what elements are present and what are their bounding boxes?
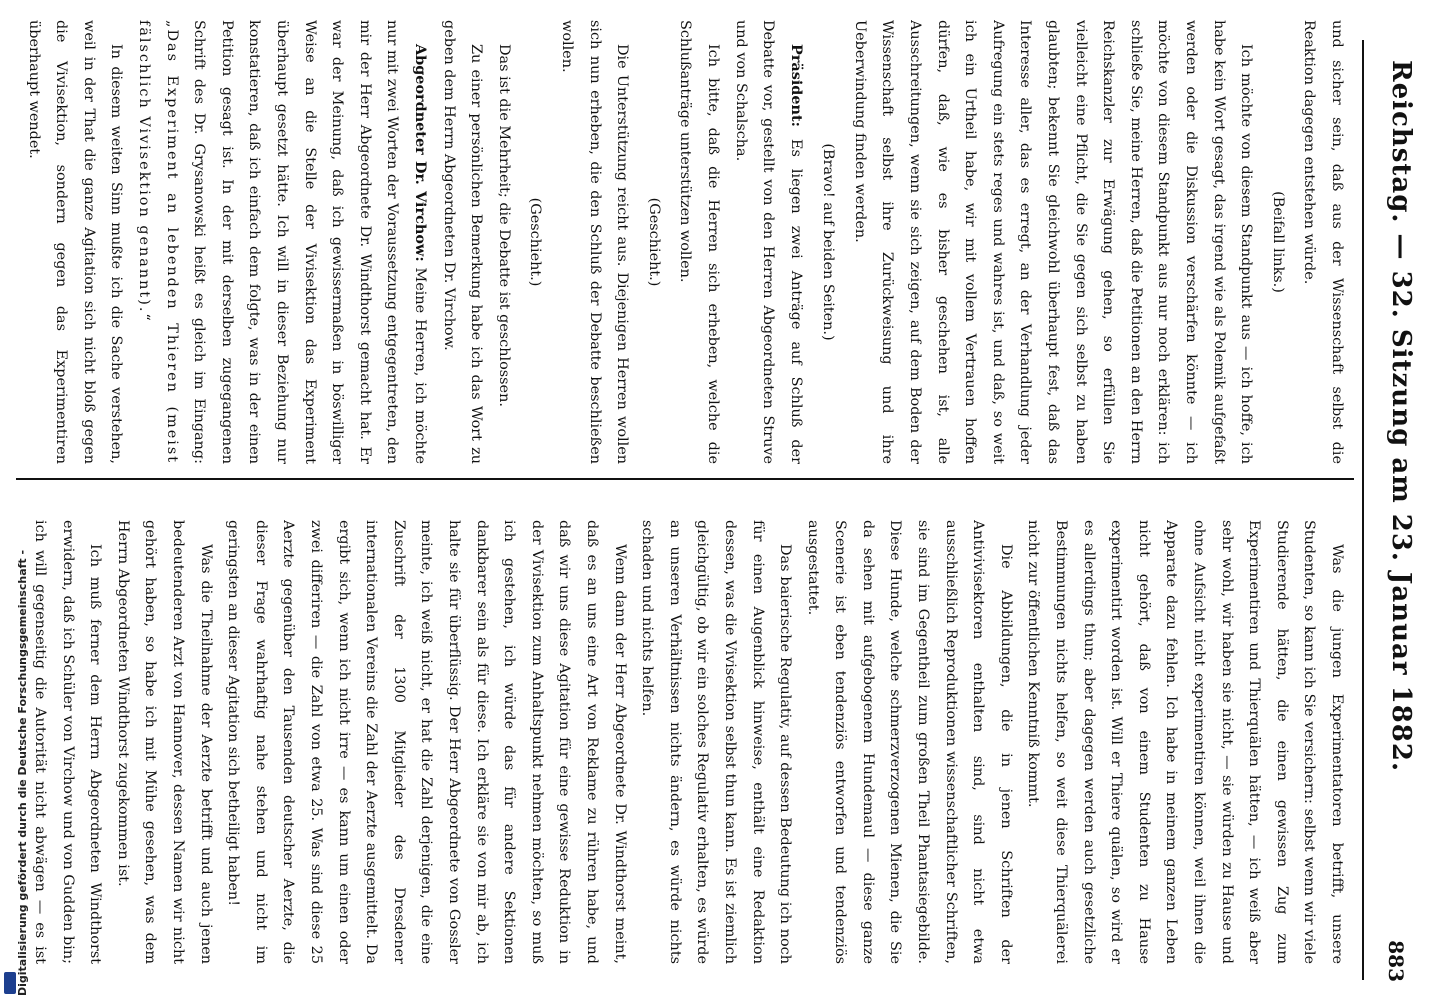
text-column-right xyxy=(20,520,1350,964)
stage-direction: (Geschieht.) xyxy=(527,197,544,287)
paragraph: Wenn dann der Herr Abgeordnete Dr. Windthorst meint, daß es an uns eine Art von Reklame zu rühren habe, und daß wir uns diese Agitation für eine gewisse Reduktion in der Vivisektion zum Anhaltspunkt nehmen möchten, so muß ich gestehen, ich würde das für andere Sektionen dankbarer sein als für diese. Ich erkläre sie von mir ab, ich halte sie für überflüssig. Der Herr Abgeordnete von Gossler meinte, ich weiß nicht, er hat die Zahl derjenigen, die eine Zuschrift der 1300 Mitglieder des Dresdener internationalen Vereins die Zahl der Aerzte ausgemittelt. Da ergibt sich, wenn ich nicht irre — es kann um einen oder zwei differiren — die Zahl von etwa 25. Was sind diese 25 Aerzte gegenüber den Tausenden deutscher Aerzte, die dieser Frage wahrhaftig nahe stehen und nicht im geringsten an dieser Agitation sich betheiligt haben! xyxy=(225,520,628,964)
paragraph: Die Unterstützung reicht aus. Diejenigen Herren wollen sich nun erheben, die den Schluß der Debatte beschließen wollen. xyxy=(558,20,631,464)
speaker-name: Präsident: xyxy=(787,44,805,127)
page-header xyxy=(1362,0,1424,1000)
paragraph: Ich möchte von diesem Standpunkt aus — ich hoffe, ich habe kein Wort gesagt, das irgend wie als Polemik aufgefaßt werden oder die Diskussion verschärfen könnte — ich möchte von diesem Standpunkt aus nur noch erklären: ich schließe Sie, meine Herren, daß die Petitionen an den Herrn Reichskanzler zur Erwägung gehen, so erfüllen Sie vielleicht eine Pflicht, die Sie gegen sich selbst zu haben glaubten; bekennt Sie gleichwohl überhaupt fest, daß das Interesse aller, das es erregt, an der Verhandlung jeder Aufregung ein stets reges und wahres ist, und daß, so weit ich ein Urtheil habe, wir mit vollem Vertrauen hoffen dürfen, daß, wie es bisher geschehen ist, alle Ausschreitungen, wenn sie sich zeigen, auf dem Boden der Wissenschaft selbst ihre Zurückweisung und ihre Ueberwindung finden werden. xyxy=(851,20,1255,464)
header-title: Reichstag. — 32. Sitzung am 23. Januar 1882. xyxy=(1386,60,1416,773)
text-column-left xyxy=(20,20,1350,464)
paragraph: Zu einer persönlichen Bemerkung habe ich das Wort zu geben dem Herrn Abgeordneten Dr. Virchow. xyxy=(440,20,485,464)
paragraph: Ich muß ferner dem Herrn Abgeordneten Windthorst erwidern, daß ich Schüler von Virchow und von Gudden bin; ich will gegenseitig die Autorität nicht abwägen — es ist xyxy=(32,520,104,964)
paragraph: Das ist die Mehrheit; die Debatte ist geschlossen. xyxy=(495,44,512,407)
paragraph: Das baierische Regulativ, auf dessen Bedeutung ich noch für einen Augenblick hinweise, enthält eine Redaktion dessen, was die Vivisektion selbst thun kann. Es ist ziemlich gleichgültig, ob wir ein solches Regulativ erhalten, es würde an unseren Verhältnissen nichts ändern, es würde nichts schaden und nichts helfen. xyxy=(639,520,794,964)
speech-text: Es liegen zwei Anträge auf Schluß der Debatte vor, gestellt von den Herren Abgeordneten Struve und von Schalscha. xyxy=(732,20,804,464)
credit-text: Digitalisierung gefördert durch die Deutsche Forschungsgemeinschaft - xyxy=(16,549,29,996)
paragraph: und sicher sein, daß aus der Wissenschaft selbst die Reaktion dagegen entstehen würde. xyxy=(1301,20,1345,464)
digitization-credit xyxy=(2,549,29,996)
dfg-logo-icon xyxy=(4,972,16,994)
stage-direction: (Bravo! auf beiden Seiten.) xyxy=(820,143,837,341)
page-number: 883 xyxy=(1384,940,1408,982)
paragraph: Was die Theilnahme der Aerzte betrifft und auch jenen bedeutenderen Arzt von Hannover, dessen Namen wir nicht gehört haben, so habe ich mit Mühe gesehen, was dem Herrn Abgeordneten Windthorst zugekommen ist. xyxy=(114,520,214,964)
paragraph: Die Abbildungen, die in jenen Schriften der Antivivisektoren enthalten sind, sind nicht etwa ausschließlich Reproduktionen wissenschaftlicher Schriften, sie sind im Gegentheil zum großen Theil Phantasiegebilde. Diese Hunde, welche schmerzverzogenen Mienen, die Sie da sehen mit aufgebogenem Hundemaul — diese ganze Scenerie ist eben tendenziös entworfen und tendenziös ausgestattet. xyxy=(804,520,1014,964)
speaker-name: Abgeordneter Dr. Virchow: xyxy=(412,44,429,262)
paragraph: In diesem weiten Sinn mußte ich die Sache verstehen, weil in der That die ganze Agitation sich nicht bloß gegen die Vivisektion, sondern gegen das Experimentiren überhaupt wendet. xyxy=(25,20,125,464)
paragraph xyxy=(726,20,810,464)
quotation: „Das Experiment an lebenden Thieren (meist fälschlich Vivisektion genannt).“ xyxy=(136,20,180,464)
header-rule xyxy=(1362,40,1364,980)
stage-direction: (Geschieht.) xyxy=(645,197,662,287)
stage-direction: (Beifall links.) xyxy=(1269,191,1286,293)
paragraph: Ich bitte, daß die Herren sich erheben, welche die Schlußanträge unterstützen wollen. xyxy=(677,20,721,464)
paragraph: Was die jungen Experimentatoren betrifft, unsere Studenten, so kann ich Sie versichern: selbst wenn wir viele Studierende hätten, die einen gewissen Zug zum Experimentiren und Thierquälen hätten, — ich weiß aber sehr wohl, wir haben sie nicht, — sie würden zu Hause und ohne Aufsicht nicht experimentiren können, weil ihnen die Apparate dazu fehlen. Ich habe in meinem ganzen Leben nicht gehört, daß von einem Studenten zu Hause experimentirt worden ist. Will er Thiere quälen, so wird er es allerdings thun; aber dagegen werden auch gesetzliche Bestimmungen nichts helfen, so weit diese Thierquälerei nicht zur öffentlichen Kenntniß kommt. xyxy=(1025,520,1345,964)
column-divider xyxy=(16,478,1354,480)
paragraph xyxy=(129,20,434,464)
speech-text: Meine Herren, ich möchte nur mit zwei Worten der Voraussetzung entgegentreten, den mir der Herr Abgeordnete Dr. Windthorst gemacht hat. Er war der Meinung, daß ich gewissermaßen in böswilliger Weise an die Stelle der Vivisektion das Experiment überhaupt gesetzt hätte. Ich will in dieser Beziehung nur konstatieren, daß ich einfach dem folgte, was in der einen Petition gesagt ist. In der mit derselben zugegangenen Schrift des Dr. Grysanowski heißt es gleich im Eingang: xyxy=(191,20,428,464)
